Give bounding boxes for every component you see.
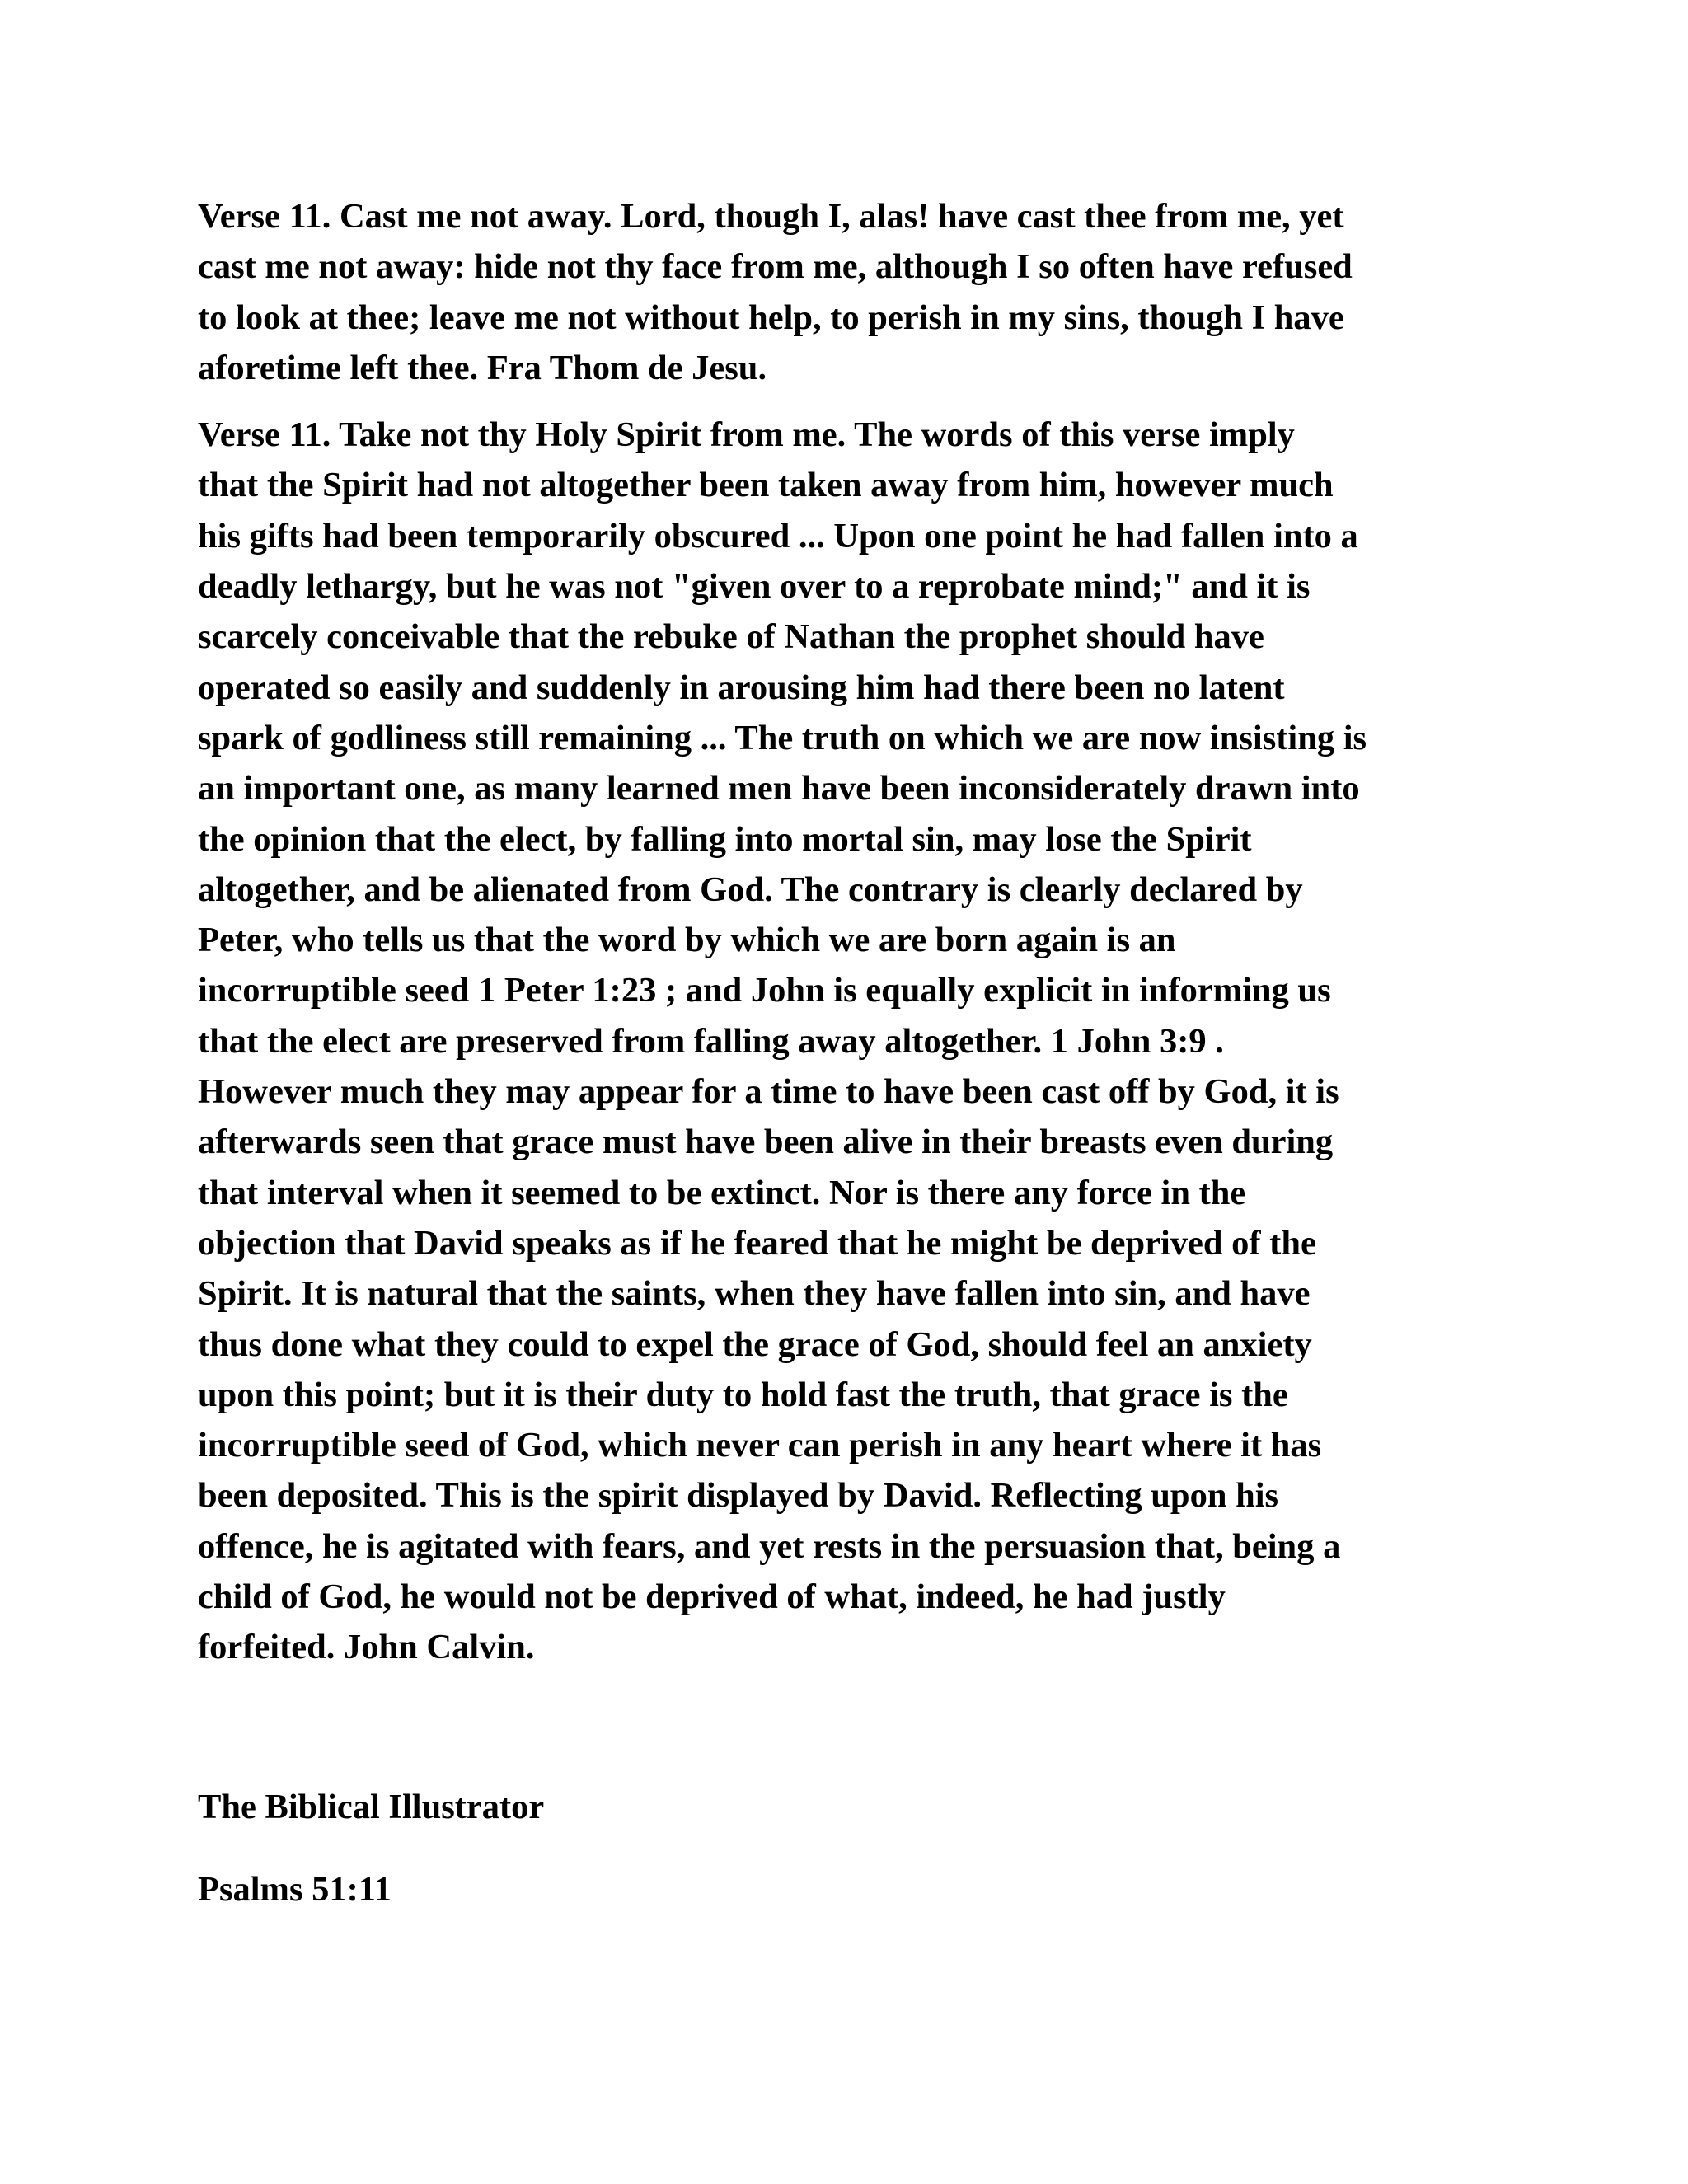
text-line: deadly lethargy, but he was not "given over to a reprobate mind;" and it is (198, 567, 1311, 607)
text-line: operated so easily and suddenly in arousing him had there been no latent (198, 668, 1285, 707)
text-line: child of God, he would not be deprived of what, indeed, he had justly (198, 1577, 1226, 1617)
text-line: cast me not away: hide not thy face from me, although I so often have refused (198, 247, 1353, 287)
document-body (198, 191, 1496, 1690)
scripture-reference: Psalms 51:11 (198, 1870, 392, 1909)
text-line: upon this point; but it is their duty to hold fast the truth, that grace is the (198, 1375, 1288, 1414)
text-line: Verse 11. Take not thy Holy Spirit from me. The words of this verse imply (198, 415, 1295, 455)
text-line: been deposited. This is the spirit displayed by David. Reflecting upon his (198, 1476, 1279, 1516)
text-line: afterwards seen that grace must have been alive in their breasts even during (198, 1122, 1334, 1162)
text-line: to look at thee; leave me not without help, to perish in my sins, though I have (198, 298, 1344, 337)
text-line: that the Spirit had not altogether been taken away from him, however much (198, 466, 1334, 505)
text-line: Verse 11. Cast me not away. Lord, though I, alas! have cast thee from me, yet (198, 197, 1344, 236)
text-line: thus done what they could to expel the grace of God, should feel an anxiety (198, 1324, 1312, 1364)
text-line: forfeited. John Calvin. (198, 1628, 535, 1667)
text-line: incorruptible seed 1 Peter 1:23 ; and John is equally explicit in informing us (198, 971, 1331, 1010)
text-line: altogether, and be alienated from God. The contrary is clearly declared by (198, 869, 1303, 909)
text-line: Peter, who tells us that the word by which we are born again is an (198, 921, 1176, 960)
text-line: Spirit. It is natural that the saints, when they have fallen into sin, and have (198, 1274, 1311, 1314)
text-line: his gifts had been temporarily obscured ... Upon one point he had fallen into a (198, 516, 1358, 555)
text-line: aforetime left thee. Fra Thom de Jesu. (198, 348, 767, 387)
text-line: objection that David speaks as if he feared that he might be deprived of the (198, 1223, 1316, 1263)
text-line: incorruptible seed of God, which never can perish in any heart where it has (198, 1426, 1322, 1465)
text-line: that interval when it seemed to be extinct. Nor is there any force in the (198, 1173, 1246, 1212)
text-line: that the elect are preserved from falling away altogether. 1 John 3:9 . (198, 1021, 1224, 1061)
text-line: spark of godliness still remaining ... The truth on which we are now insisting is (198, 718, 1367, 757)
commentary-paragraph-thom-de-jesu (198, 191, 1496, 393)
text-line: However much they may appear for a time to have been cast off by God, it is (198, 1072, 1339, 1112)
text-line: scarcely conceivable that the rebuke of Nathan the prophet should have (198, 617, 1264, 657)
text-line: the opinion that the elect, by falling into mortal sin, may lose the Spirit (198, 819, 1252, 859)
text-line: offence, he is agitated with fears, and yet rests in the persuasion that, being a (198, 1526, 1341, 1566)
text-line: an important one, as many learned men have been inconsiderately drawn into (198, 769, 1360, 808)
source-title: The Biblical Illustrator (198, 1788, 545, 1826)
commentary-paragraph-calvin (198, 410, 1496, 1672)
